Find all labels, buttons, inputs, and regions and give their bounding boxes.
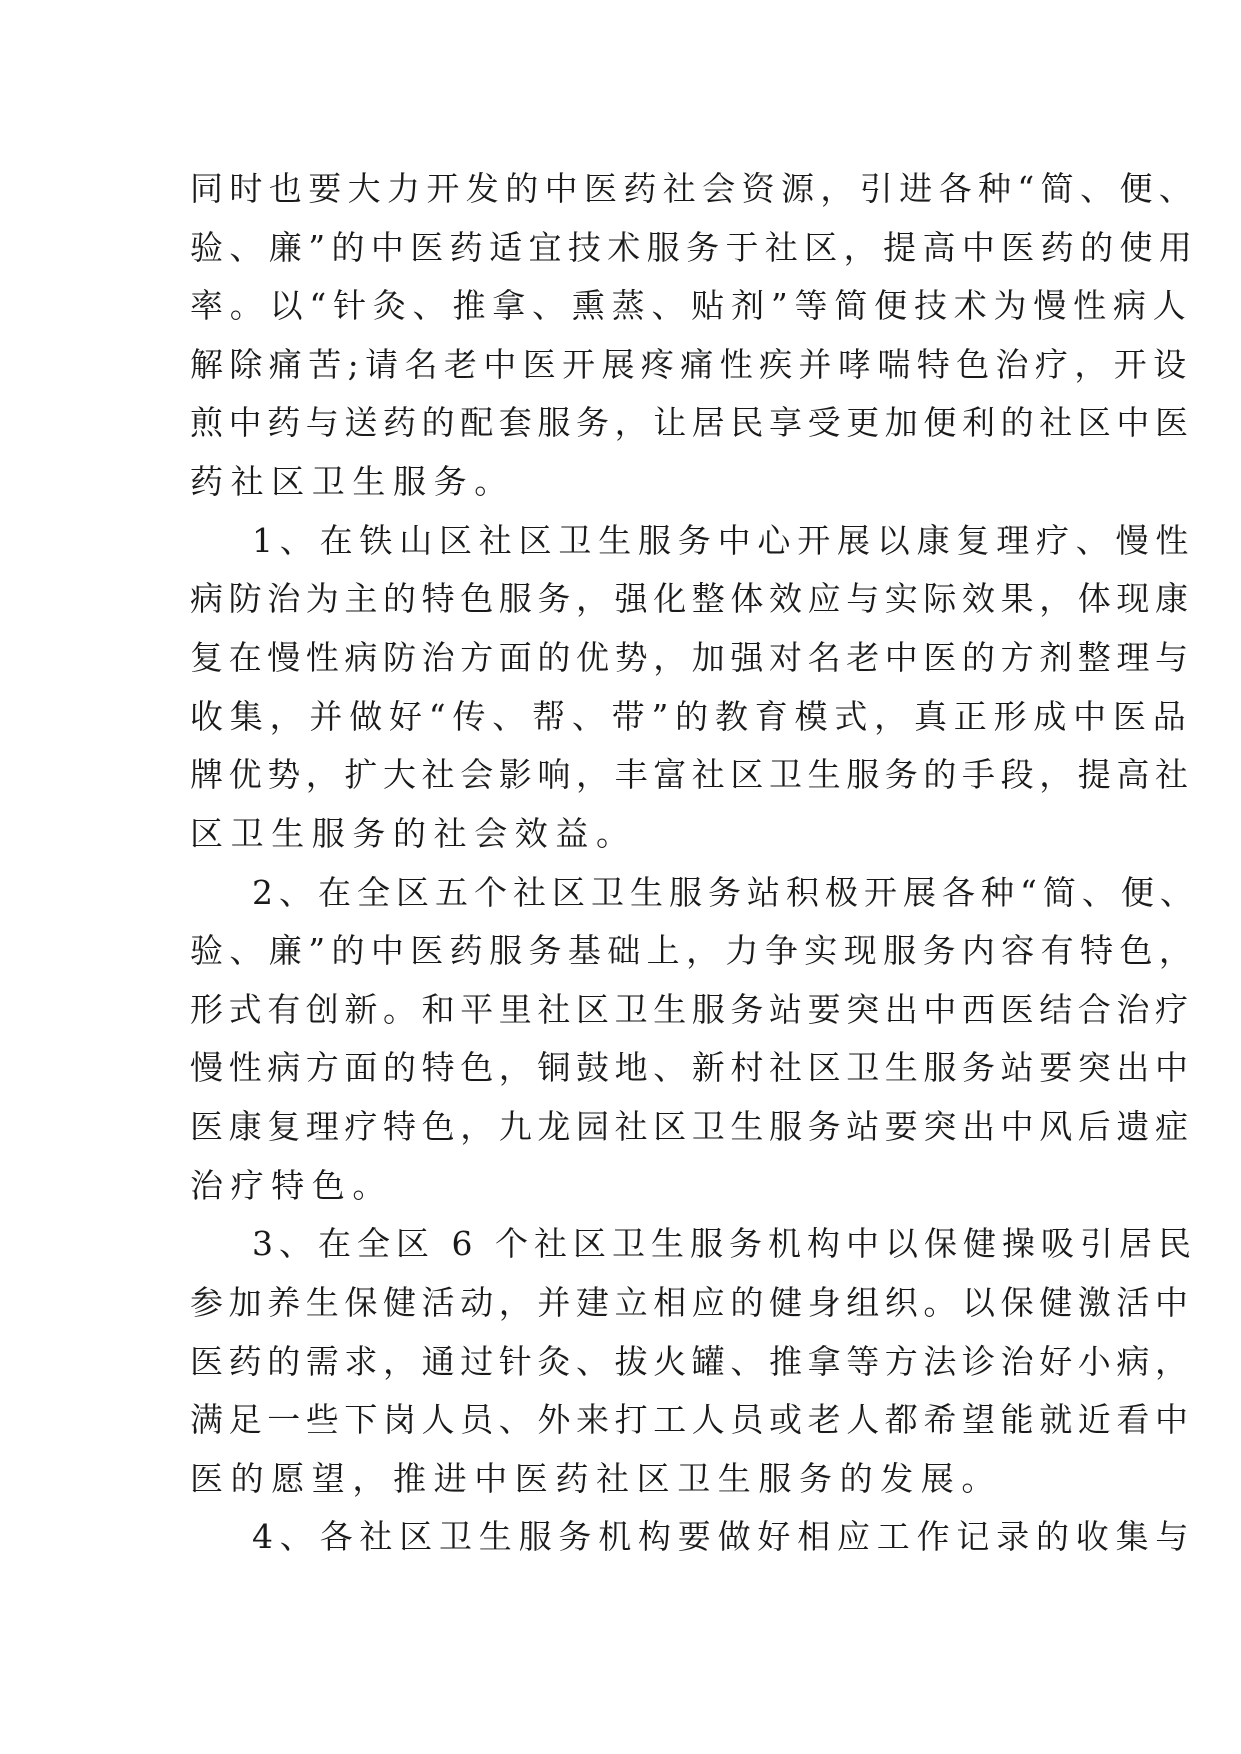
- text-line: 医的愿望，推进中医药社区卫生服务的发展。: [190, 1459, 1002, 1498]
- text-line: 参加养生保健活动，并建立相应的健身组织。以保健激活中: [190, 1283, 1194, 1322]
- text-line: 验、廉”的中医药服务基础上，力争实现服务内容有特色，: [190, 931, 1199, 970]
- text-line: 药社区卫生服务。: [190, 462, 515, 501]
- text-line: 4、各社区卫生服务机构要做好相应工作记录的收集与: [252, 1517, 1196, 1556]
- text-line: 满足一些下岗人员、外来打工人员或老人都希望能就近看中: [190, 1400, 1194, 1439]
- text-line: 煎中药与送药的配套服务，让居民享受更加便利的社区中医: [190, 403, 1194, 442]
- text-line: 同时也要大力开发的中医药社会资源，引进各种“简、便、: [190, 169, 1199, 208]
- text-line: 医康复理疗特色，九龙园社区卫生服务站要突出中风后遗症: [190, 1107, 1194, 1146]
- text-line: 验、廉”的中医药适宜技术服务于社区，提高中医药的使用: [190, 228, 1199, 267]
- text-line: 3、在全区 6 个社区卫生服务机构中以保健操吸引居民: [252, 1224, 1197, 1263]
- text-line: 2、在全区五个社区卫生服务站积极开展各种“简、便、: [252, 873, 1199, 912]
- text-line: 牌优势，扩大社会影响，丰富社区卫生服务的手段，提高社: [190, 755, 1194, 794]
- text-line: 率。以“针灸、推拿、熏蒸、贴剂”等简便技术为慢性病人: [190, 286, 1193, 325]
- text-line: 1、在铁山区社区卫生服务中心开展以康复理疗、慢性: [252, 521, 1196, 560]
- text-line: 医药的需求，通过针灸、拔火罐、推拿等方法诊治好小病，: [190, 1342, 1194, 1381]
- text-line: 病防治为主的特色服务，强化整体效应与实际效果，体现康: [190, 579, 1194, 618]
- text-line: 区卫生服务的社会效益。: [190, 814, 637, 853]
- text-line: 治疗特色。: [190, 1166, 393, 1205]
- text-line: 复在慢性病防治方面的优势，加强对名老中医的方剂整理与: [190, 638, 1194, 677]
- text-line: 解除痛苦;请名老中医开展疼痛性疾并哮喘特色治疗，开设: [190, 345, 1193, 384]
- text-line: 慢性病方面的特色，铜鼓地、新村社区卫生服务站要突出中: [190, 1048, 1194, 1087]
- text-line: 收集，并做好“传、帮、带”的教育模式，真正形成中医品: [190, 697, 1193, 736]
- text-line: 形式有创新。和平里社区卫生服务站要突出中西医结合治疗: [190, 990, 1194, 1029]
